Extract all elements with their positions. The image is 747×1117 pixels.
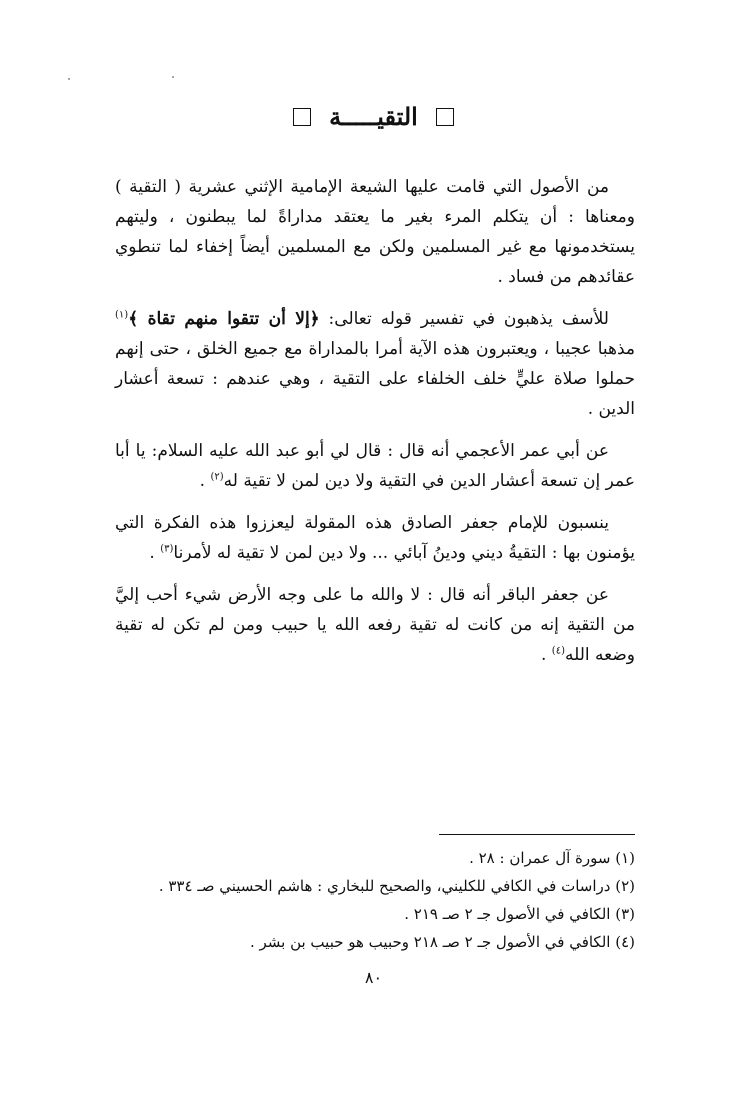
paragraph-2-rest: مذهبا عجيبا ، ويعتبرون هذه الآية أمرا بالمداراة مع جميع الخلق ، حتى إنهم حملوا صلاة عليٍّ خلف الخلفاء على التقية ، وهي عندهم : تسعة أعشار الدين .	[115, 339, 635, 419]
paragraph-5-text: عن جعفر الباقر أنه قال : لا والله ما على وجه الأرض شيء أحب إليَّ من التقية إنه من كانت له تقية رفعه الله يا حبيب ومن لم تكن له تقية وضعه الله	[115, 585, 635, 665]
scan-speck	[68, 78, 70, 80]
paragraph-5	[115, 580, 635, 670]
paragraph-5-end: .	[540, 645, 552, 665]
chapter-heading	[0, 100, 747, 131]
paragraph-3	[115, 436, 635, 496]
paragraph-4	[115, 508, 635, 568]
footnote-2: (٢) دراسات في الكافي للكليني، والصحيح للبخاري : هاشم الحسيني صـ ٣٣٤ .	[158, 877, 635, 895]
main-text	[115, 172, 635, 682]
footnote-4: (٤) الكافي في الأصول جـ ٢ صـ ٢١٨ وحبيب هو حبيب بن بشر .	[249, 933, 635, 951]
paragraph-4-text: ينسبون للإمام جعفر الصادق هذه المقولة ليعززوا هذه الفكرة التي يؤمنون بها : التقيةُ ديني ودينُ آبائي ... ولا دين لمن لا تقية له لأمرنا	[115, 513, 635, 563]
paragraph-2	[115, 304, 635, 424]
paragraph-3-end: .	[199, 471, 211, 491]
paragraph-2-intro: للأسف يذهبون في تفسير قوله تعالى:	[319, 309, 609, 329]
footnote-separator	[439, 834, 635, 835]
footnote-ref-1: (١)	[115, 309, 129, 321]
paragraph-3-text: عن أبي عمر الأعجمي أنه قال : قال لي أبو عبد الله عليه السلام: يا أبا عمر إن تسعة أعشار الدين في التقية ولا دين لمن لا تقية له	[115, 441, 635, 491]
scan-speck	[172, 76, 174, 78]
footnote-ref-2: (٢)	[210, 471, 224, 483]
ornament-box-left	[293, 108, 311, 126]
chapter-title: التقيـــــة	[329, 102, 418, 131]
paragraph-1: من الأصول التي قامت عليها الشيعة الإمامية الإثني عشرية ( التقية ) ومعناها : أن يتكلم المرء بغير ما يعتقد مداراةً لما يبطنون ، وليتهم يستخدمونها مع غير المسلمين ولكن مع المسلمين أيضاً إخفاء لما تنطوي عقائدهم من فساد .	[115, 177, 635, 287]
footnote-1: (١) سورة آل عمران : ٢٨ .	[469, 849, 635, 867]
paragraph-4-end: .	[149, 543, 161, 563]
footnotes	[95, 844, 635, 956]
footnote-3: (٣) الكافي في الأصول جـ ٢ صـ ٢١٩ .	[404, 905, 635, 923]
quran-verse: ﴿إلا أن تتقوا منهم تقاة ﴾	[128, 309, 320, 329]
ornament-box-right	[436, 108, 454, 126]
page-number: ٨٠	[364, 968, 383, 987]
footnote-ref-3: (٣)	[160, 543, 174, 555]
footnote-ref-4: (٤)	[551, 645, 565, 657]
